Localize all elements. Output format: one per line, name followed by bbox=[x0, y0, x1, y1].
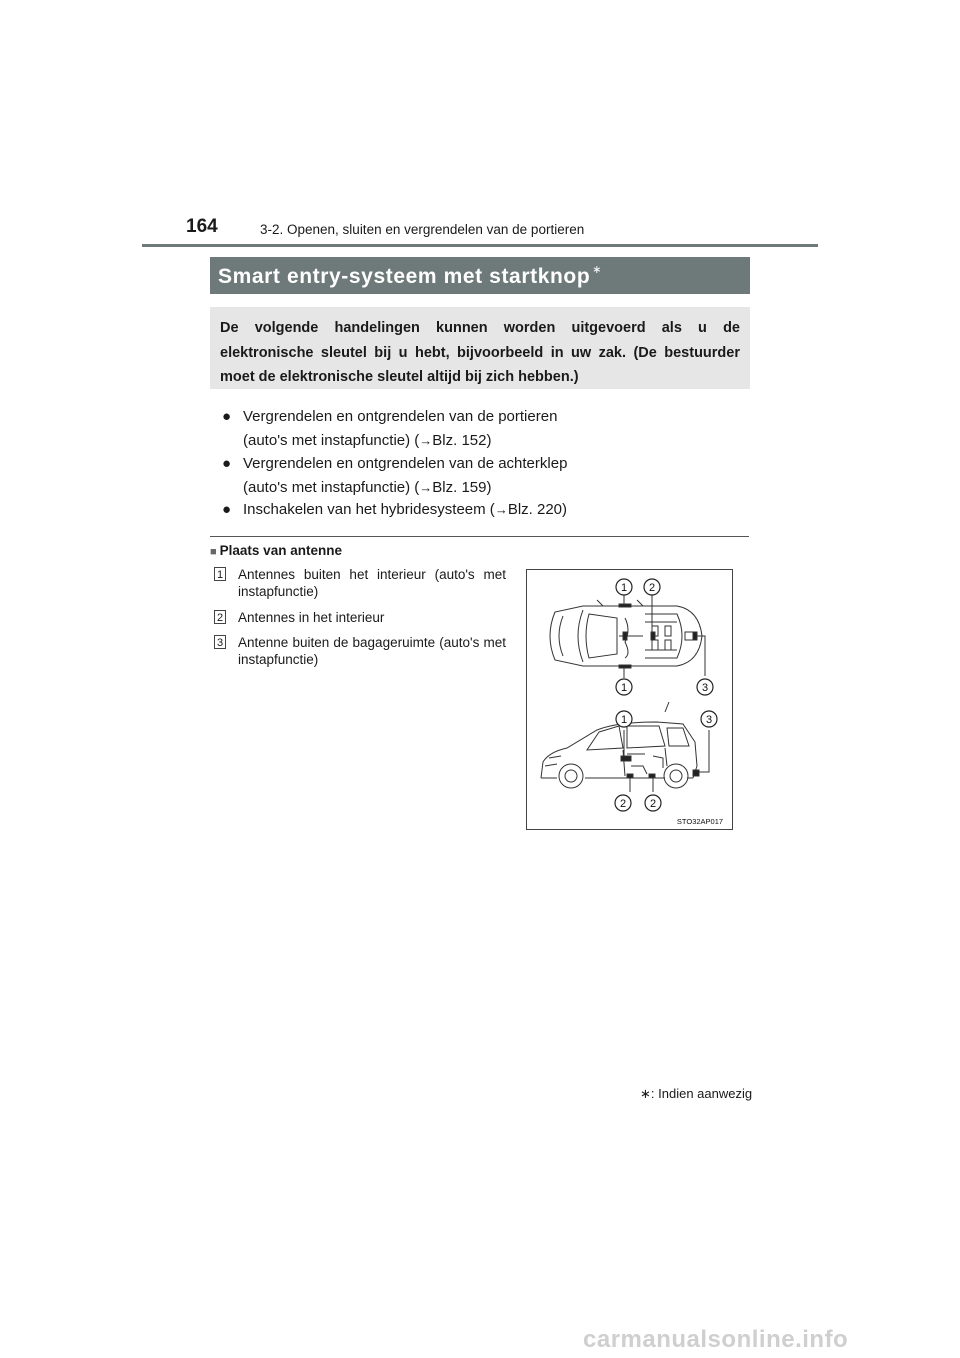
legend-number: 1 bbox=[214, 567, 226, 581]
arrow-icon: → bbox=[419, 480, 433, 495]
bullet-dot-icon: ● bbox=[222, 501, 232, 518]
intro-box: De volgende handelingen kunnen worden uitgevoerd als u de elektronische sleutel bij u hebt, bijvoorbeeld in uw zak. (De bestuurder moet de elektronische sleutel altijd bij zich hebben.) bbox=[210, 307, 750, 389]
page-reference[interactable]: Blz. 159 bbox=[432, 479, 487, 496]
diagram-label: 1 bbox=[620, 582, 628, 594]
diagram-code: STO32AP017 bbox=[676, 817, 724, 826]
legend-number: 3 bbox=[214, 635, 226, 649]
diagram-label: 2 bbox=[648, 582, 656, 594]
bullet-text: Vergrendelen en ontgrendelen van de achterklep bbox=[243, 455, 568, 472]
antenna-diagram bbox=[526, 569, 733, 830]
legend-number: 2 bbox=[214, 610, 226, 624]
diagram-label: 2 bbox=[649, 798, 657, 810]
bullet-text-line2: (auto's met instapfunctie) (→Blz. 159) bbox=[243, 479, 492, 496]
header-rule bbox=[142, 244, 818, 247]
legend-text: Antenne buiten de bagageruimte (auto's met instapfunctie) bbox=[238, 635, 506, 667]
title-bar bbox=[210, 257, 750, 294]
diagram-label: 2 bbox=[619, 798, 627, 810]
page-reference[interactable]: Blz. 152 bbox=[432, 432, 487, 449]
watermark: carmanualsonline.info bbox=[583, 1326, 849, 1353]
diagram-label: 1 bbox=[620, 714, 628, 726]
bullet-dot-icon: ● bbox=[222, 408, 232, 425]
subsection-heading: ■ Plaats van antenne bbox=[210, 543, 342, 558]
section-title: 3-2. Openen, sluiten en vergrendelen van de portieren bbox=[260, 222, 585, 237]
page-reference[interactable]: Blz. 220 bbox=[507, 501, 563, 518]
asterisk-mark: ∗ bbox=[640, 1086, 651, 1101]
page-number: 164 bbox=[186, 216, 218, 237]
section-divider bbox=[210, 536, 749, 537]
diagram-label: 1 bbox=[620, 682, 628, 694]
legend-text: Antennes buiten het interieur (auto's met instapfunctie) bbox=[238, 567, 506, 599]
diagram-label: 3 bbox=[701, 682, 709, 694]
asterisk-mark: ∗ bbox=[592, 264, 603, 276]
page-title: Smart entry-systeem met startknop bbox=[218, 265, 591, 288]
car-diagram-svg bbox=[527, 570, 732, 829]
bullet-text-line2: (auto's met instapfunctie) (→Blz. 152) bbox=[243, 432, 492, 449]
legend-text: Antennes in het interieur bbox=[238, 610, 385, 625]
bullet-text: Vergrendelen en ontgrendelen van de portieren bbox=[243, 408, 558, 425]
bullet-dot-icon: ● bbox=[222, 455, 232, 472]
bullet-text: Inschakelen van het hybridesysteem (→Blz. 220) bbox=[243, 501, 568, 518]
diagram-label: 3 bbox=[705, 714, 713, 726]
arrow-icon: → bbox=[494, 502, 508, 517]
footnote: ∗: Indien aanwezig bbox=[640, 1086, 753, 1101]
arrow-icon: → bbox=[419, 433, 433, 448]
square-bullet-icon: ■ bbox=[210, 546, 217, 558]
